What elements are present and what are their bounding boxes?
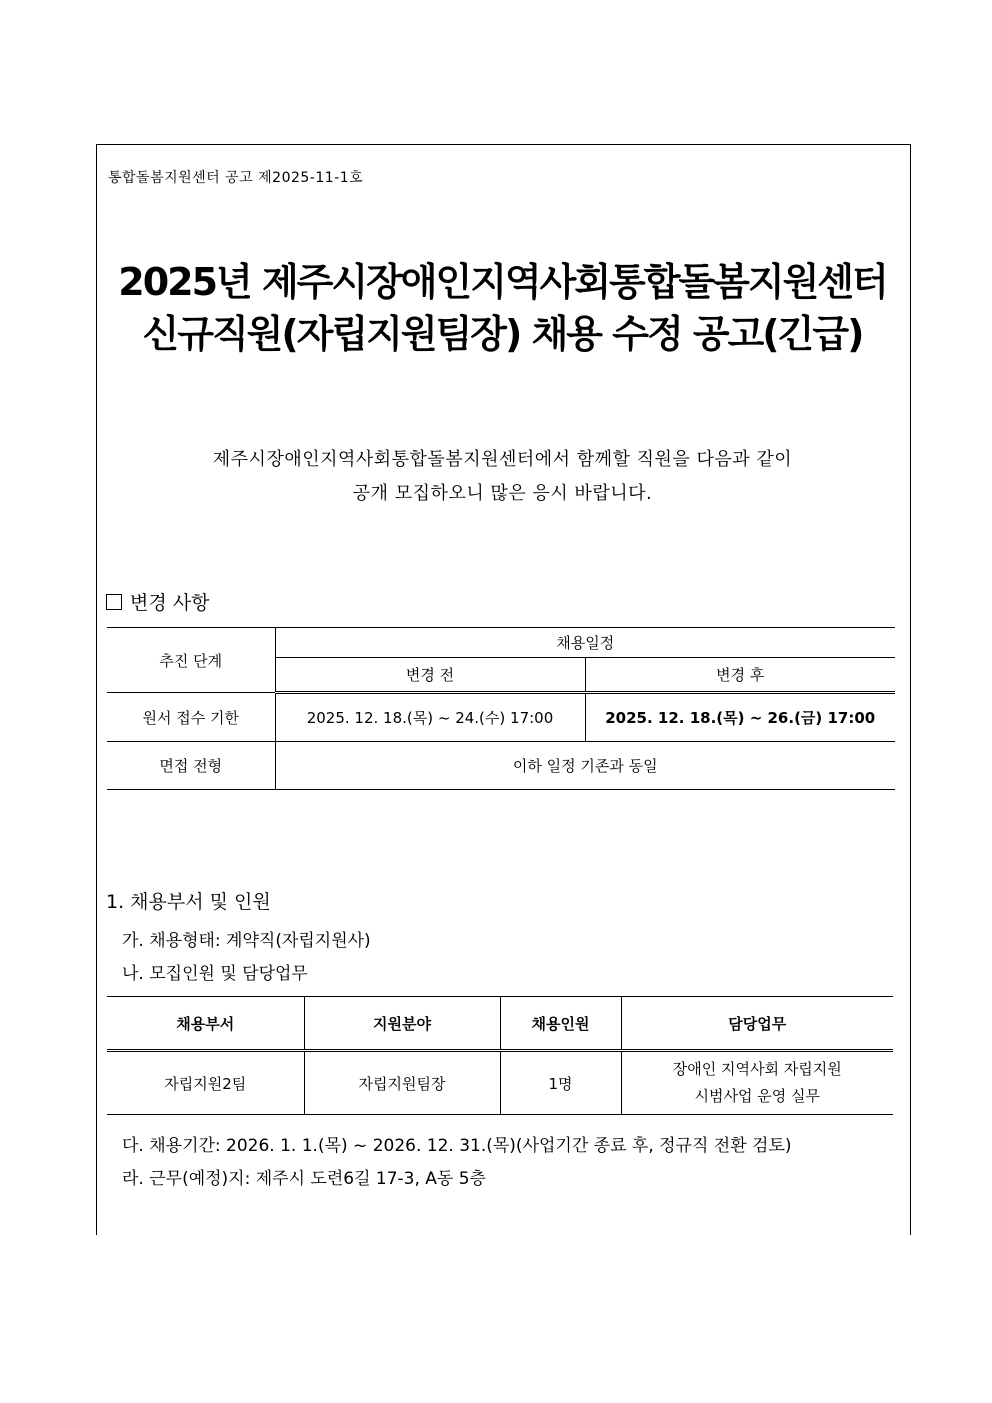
header-duty: 담당업무 [621, 997, 893, 1051]
title-line-2: 신규직원(자립지원팀장) 채용 수정 공고(긴급) [142, 312, 863, 356]
page-title [96, 256, 909, 360]
recruit-table [107, 996, 893, 1115]
header-dept: 채용부서 [107, 997, 304, 1051]
changes-heading [106, 588, 209, 615]
row-stage-cell: 면접 전형 [107, 742, 275, 790]
header-stage: 추진 단계 [107, 628, 275, 693]
changes-table [107, 627, 895, 790]
item-a: 가. 채용형태: 계약직(자립지원사) [122, 931, 371, 951]
intro-text [96, 443, 909, 511]
duty-line-2: 시범사업 운영 실무 [694, 1087, 820, 1105]
section-1-heading: 1. 채용부서 및 인원 [106, 891, 271, 913]
row-stage-cell: 원서 접수 기한 [107, 693, 275, 742]
intro-line-2: 공개 모집하오니 많은 응시 바랍니다. [352, 483, 653, 504]
duty-line-1: 장애인 지역사회 자립지원 [672, 1060, 842, 1078]
header-count: 채용인원 [500, 997, 621, 1051]
count-cell: 1명 [500, 1051, 621, 1115]
item-d: 라. 근무(예정)지: 제주시 도련6길 17-3, A동 5층 [122, 1169, 486, 1189]
header-field: 지원분야 [304, 997, 500, 1051]
header-before: 변경 전 [275, 658, 585, 693]
item-b: 나. 모집인원 및 담당업무 [122, 964, 308, 984]
title-line-1: 2025년 제주시장애인지역사회통합돌봄지원센터 [118, 260, 887, 304]
field-cell: 자립지원팀장 [304, 1051, 500, 1115]
duty-cell [621, 1051, 893, 1115]
dept-cell: 자립지원2팀 [107, 1051, 304, 1115]
item-c: 다. 채용기간: 2026. 1. 1.(목) ~ 2026. 12. 31.(목)(사업기간 종료 후, 정규직 전환 검토) [122, 1136, 792, 1156]
row-before-cell: 2025. 12. 18.(목) ~ 24.(수) 17:00 [275, 693, 585, 742]
checkbox-square-icon [106, 594, 122, 610]
row-after-cell: 2025. 12. 18.(목) ~ 26.(금) 17:00 [585, 693, 895, 742]
row-merged-cell: 이하 일정 기존과 동일 [275, 742, 895, 790]
notice-number: 통합돌봄지원센터 공고 제2025-11-1호 [108, 170, 364, 186]
changes-heading-label: 변경 사항 [130, 592, 210, 614]
intro-line-1: 제주시장애인지역사회통합돌봄지원센터에서 함께할 직원을 다음과 같이 [212, 449, 793, 470]
header-after: 변경 후 [585, 658, 895, 693]
header-schedule: 채용일정 [275, 628, 895, 658]
